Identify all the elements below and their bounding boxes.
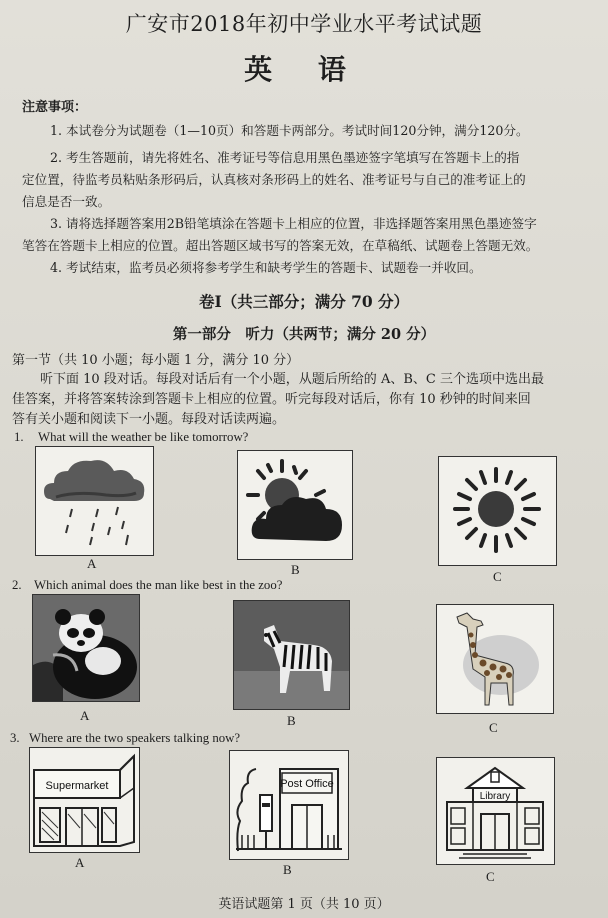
question-text: Where are the two speakers talking now? [29, 731, 241, 745]
option-label: C [489, 720, 498, 735]
instruction-line: 听下面 10 段对话。每段对话后有一个小题，从题后所给的 A、B、C 三个选项中选出最 [40, 372, 544, 387]
option-image-sunny [438, 456, 557, 566]
notice-heading: 注意事项： [22, 100, 88, 115]
question-number: 3. [10, 731, 20, 745]
option-image-cloudy [237, 450, 353, 560]
rain-cloud-icon [36, 447, 153, 555]
option-label: B [287, 713, 296, 728]
giraffe-image [437, 605, 553, 713]
option-image-panda [32, 594, 140, 702]
notice-item: 定位置，待监考员粘贴条形码后，认真核对条形码上的姓名、准考证号与自己的准考证上的 [22, 172, 526, 187]
library-sign: Library [479, 791, 511, 802]
instruction-line: 答有关小题和阅读下一小题。每段对话读两遍。 [12, 412, 286, 427]
notice-item: 信息是否一致。 [22, 194, 111, 209]
option-image-post-office [229, 750, 349, 860]
part-heading: 第一部分 听力（共两节；满分 20 分） [172, 326, 436, 343]
sun-behind-cloud-icon [238, 451, 352, 559]
subject-title: 英 语 [244, 53, 364, 86]
question-text: What will the weather be like tomorrow? [38, 430, 249, 444]
option-label: B [283, 862, 292, 877]
instruction-line: 佳答案，并将答案转涂到答题卡上相应的位置。听完每段对话后，你有 10 秒钟的时间来回 [12, 392, 531, 407]
option-label: B [291, 562, 300, 577]
page-footer: 英语试题第 1 页（共 10 页） [218, 897, 390, 912]
option-label: A [80, 708, 90, 723]
option-label: C [486, 869, 495, 884]
option-label: C [493, 569, 502, 584]
supermarket-icon [30, 748, 139, 852]
post-office-sign: Post Office [280, 778, 334, 790]
panda-image [33, 595, 139, 701]
option-image-giraffe [436, 604, 554, 714]
option-image-rain [35, 446, 154, 556]
volume-heading: 卷Ⅰ（共三部分；满分 70 分） [198, 292, 410, 311]
option-label: A [75, 855, 85, 870]
notice-item: 4. 考试结束，监考员必须将参考学生和缺考学生的答题卡、试题卷一并收回。 [50, 260, 482, 275]
question-text: Which animal does the man like best in the zoo? [34, 578, 283, 592]
notice-item: 1. 本试卷分为试题卷（1—10页）和答题卡两部分。考试时间120分钟，满分120分。 [50, 123, 529, 138]
section-heading: 第一节（共 10 小题；每小题 1 分，满分 10 分） [12, 353, 300, 368]
sun-icon [439, 457, 556, 565]
supermarket-sign: Supermarket [45, 780, 109, 792]
notice-item: 2. 考生答题前，请先将姓名、准考证号等信息用黑色墨迹签字笔填写在答题卡上的指 [50, 150, 520, 165]
option-image-library [436, 757, 555, 865]
exam-title: 广安市2018年初中学业水平考试试题 [125, 12, 483, 36]
library-icon [437, 758, 554, 864]
question-number: 2. [12, 578, 22, 592]
question-number: 1. [14, 430, 24, 444]
notice-item: 笔答在答题卡上相应的位置。超出答题区域书写的答案无效，在草稿纸、试题卷上答题无效。 [22, 238, 539, 253]
post-office-icon [230, 751, 348, 859]
option-label: A [87, 556, 97, 571]
notice-item: 3. 请将选择题答案用2B铅笔填涂在答题卡上相应的位置，非选择题答案用黑色墨迹签字 [50, 216, 537, 231]
option-image-supermarket [29, 747, 140, 853]
zebra-image [234, 601, 349, 709]
option-image-zebra [233, 600, 350, 710]
